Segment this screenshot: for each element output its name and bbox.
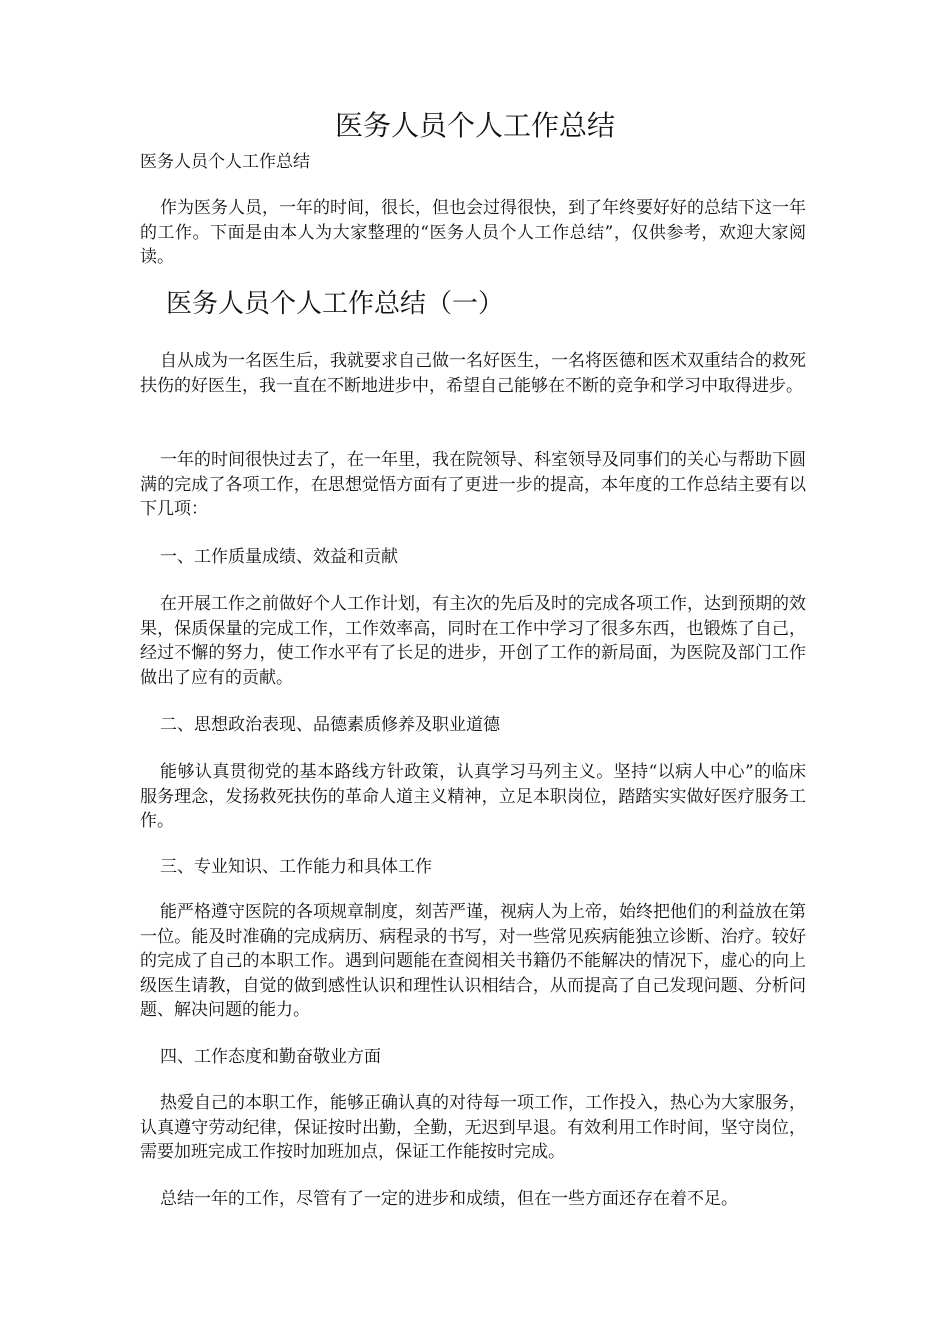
document-title: 医务人员个人工作总结 xyxy=(334,109,615,142)
paragraph-6: 热爱自己的本职工作，能够正确认真的对待每一项工作，工作投入，热心为大家服务，认真遵守劳动纪律，保证按时出勤，全勤，无迟到早退。有效利用工作时间，坚守岗位，需要加班完成工作按时加班加点，保证工作能按时完成。 xyxy=(140,1093,806,1163)
document-subtitle: 医务人员个人工作总结 xyxy=(140,152,310,172)
paragraph-3: 在开展工作之前做好个人工作计划，有主次的先后及时的完成各项工作，达到预期的效果，保质保量的完成工作，工作效率高，同时在工作中学习了很多东西，也锻炼了自己，经过不懈的努力，使工作水平有了长足的进步，开创了工作的新局面，为医院及部门工作做出了应有的贡献。 xyxy=(140,594,806,688)
subsection-heading-2: 二、思想政治表现、品德素质修养及职业道德 xyxy=(160,715,500,735)
subsection-heading-4: 四、工作态度和勤奋敬业方面 xyxy=(160,1047,381,1067)
subsection-heading-1: 一、工作质量成绩、效益和贡献 xyxy=(160,547,398,567)
intro-paragraph: 作为医务人员，一年的时间，很长，但也会过得很快，到了年终要好好的总结下这一年的工作。下面是由本人为大家整理的“医务人员个人工作总结”，仅供参考，欢迎大家阅读。 xyxy=(140,198,806,268)
section-heading: 医务人员个人工作总结（一） xyxy=(166,289,505,319)
paragraph-4: 能够认真贯彻党的基本路线方针政策，认真学习马列主义。坚持“以病人中心”的临床服务理念，发扬救死扶伤的革命人道主义精神，立足本职岗位，踏踏实实做好医疗服务工作。 xyxy=(140,762,806,832)
paragraph-7: 总结一年的工作，尽管有了一定的进步和成绩，但在一些方面还存在着不足。 xyxy=(160,1189,738,1209)
paragraph-5: 能严格遵守医院的各项规章制度，刻苦严谨，视病人为上帝，始终把他们的利益放在第一位。能及时准确的完成病历、病程录的书写，对一些常见疾病能独立诊断、治疗。较好的完成了自己的本职工作。遇到问题能在查阅相关书籍仍不能解决的情况下，虚心的向上级医生请教，自觉的做到感性认识和理性认识相结合，从而提高了自己发现问题、分析问题、解决问题的能力。 xyxy=(140,902,806,1021)
subsection-heading-3: 三、专业知识、工作能力和具体工作 xyxy=(160,857,432,877)
paragraph-1: 自从成为一名医生后，我就要求自己做一名好医生，一名将医德和医术双重结合的救死扶伤的好医生，我一直在不断地进步中，希望自己能够在不断的竞争和学习中取得进步。 xyxy=(140,351,806,396)
paragraph-2: 一年的时间很快过去了，在一年里，我在院领导、科室领导及同事们的关心与帮助下圆满的完成了各项工作，在思想觉悟方面有了更进一步的提高，本年度的工作总结主要有以下几项： xyxy=(140,450,806,520)
